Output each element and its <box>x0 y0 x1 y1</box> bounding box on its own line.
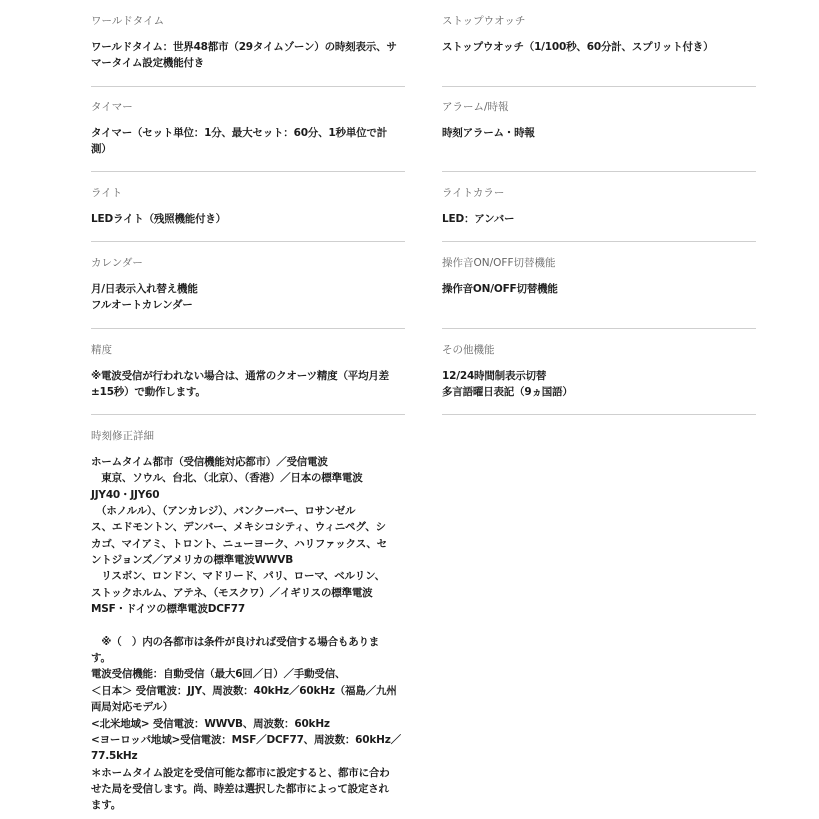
spec-label: ライトカラー <box>442 187 505 199</box>
spec-alarm <box>442 100 756 172</box>
spec-label: 操作音ON/OFF切替機能 <box>442 257 556 269</box>
spec-value: 操作音ON/OFF切替機能 <box>442 283 558 295</box>
spec-label: ライト <box>91 187 123 199</box>
spec-sound-toggle <box>442 256 756 329</box>
spec-label: カレンダー <box>91 257 143 269</box>
spec-value: ホームタイム都市（受信機能対応都市）／受信電波 東京、ソウル、台北、（北京）、（香港）／日本の標準電波 JJY40・JJY60 （ホノルル）、（アンカレジ）、バンクーバー、ロサンゼル ス、エドモントン、デンバー、メキシコシティ、ウィニペグ、シ カゴ、マイアミ、トロント、ニューヨーク、ハリファックス、セ ントジョンズ／アメリカの標準電波WWVB リスボン、ロンドン、マドリード、パリ、ローマ、ベルリン、 ストックホルム、アテネ、（モスクワ）／イギリスの標準電波 MSF・ドイツの標準電波DCF77 ※（ ）内の各都市は条件が良ければ受信する場合もありま す。 電波受信機能：自動受信（最大6回／日）／手動受信、 ＜日本＞ 受信電波：JJY、周波数：40kHz／60kHz（福島／九州 両局対応モデル） <北米地域> 受信電波：WWVB、周波数：60kHz <ヨーロッパ地域>受信電波：MSF／DCF77、周波数：60kHz／ 77.5kHz ＊ホームタイム設定を受信可能な都市に設定すると、都市に合わ せた局を受信します。尚、時差は選択した都市によって設定され ます。 <box>91 456 401 812</box>
spec-label: 時刻修正詳細 <box>91 430 154 442</box>
spec-stopwatch <box>442 14 756 87</box>
spec-label: ストップウオッチ <box>442 15 526 27</box>
spec-world-time <box>91 14 405 87</box>
spec-value: LED：アンバー <box>442 213 515 225</box>
spec-value: LEDライト（残照機能付き） <box>91 213 226 225</box>
spec-light-color <box>442 186 756 242</box>
spec-value: タイマー（セット単位：1分、最大セット：60分、1秒単位で計 測） <box>91 127 388 156</box>
spec-value: ※電波受信が行われない場合は、通常のクオーツ精度（平均月差 ±15秒）で動作します。 <box>91 370 389 399</box>
spec-value: 月/日表示入れ替え機能 フルオートカレンダー <box>91 283 198 312</box>
spec-label: その他機能 <box>442 344 495 356</box>
spec-other-functions <box>442 343 756 415</box>
spec-label: タイマー <box>91 101 133 113</box>
spec-label: ワールドタイム <box>91 15 165 27</box>
spec-calendar <box>91 256 405 329</box>
spec-timer <box>91 100 405 172</box>
spec-accuracy <box>91 343 405 415</box>
spec-time-correction <box>91 429 405 814</box>
spec-value: ワールドタイム：世界48都市（29タイムゾーン）の時刻表示、サ マータイム設定機能付き <box>91 41 397 70</box>
spec-value: 時刻アラーム・時報 <box>442 127 535 139</box>
spec-label: アラーム/時報 <box>442 101 509 113</box>
spec-label: 精度 <box>91 344 112 356</box>
spec-value: 12/24時間制表示切替 多言語曜日表記（9ヵ国語） <box>442 370 573 399</box>
spec-value: ストップウオッチ（1/100秒、60分計、スプリット付き） <box>442 41 714 53</box>
spec-light <box>91 186 405 242</box>
